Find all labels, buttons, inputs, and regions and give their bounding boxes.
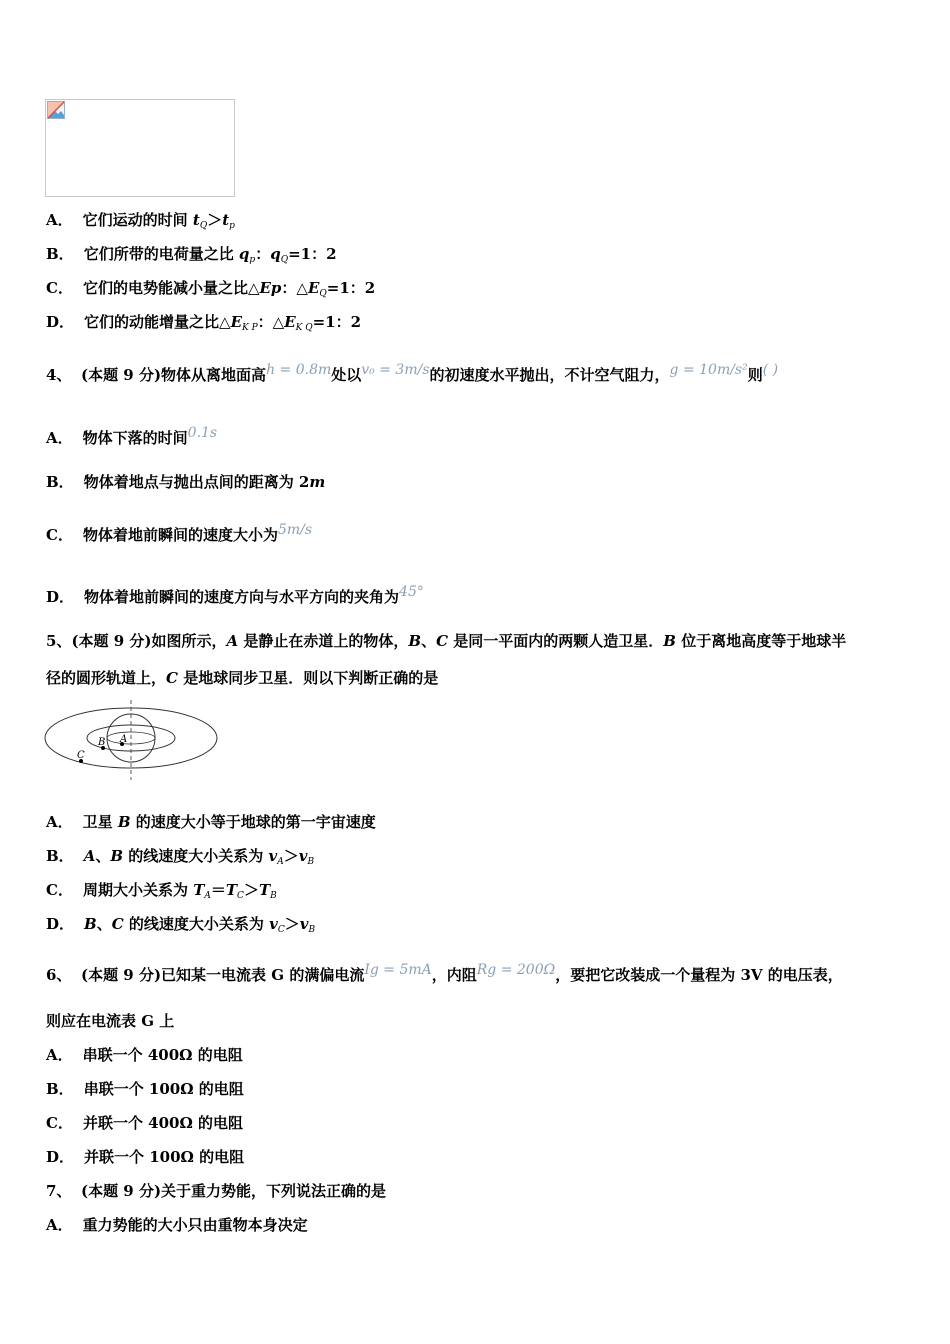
broken-image-icon bbox=[47, 101, 65, 119]
label-b: B bbox=[98, 737, 106, 748]
q5-stem-line1: 5、(本题 9 分)如图所示，A 是静止在赤道上的物体，B、C 是同一平面内的两颗人造卫星．B 位于离地高度等于地球半 bbox=[46, 632, 847, 650]
velocity-formula: v₀ = 3m/s bbox=[361, 362, 430, 378]
q6-stem-line1: 6、 (本题 9 分)已知某一电流表 G 的满偏电流Ig = 5mA，内阻Rg = 200Ω，要把它改装成一个量程为 3V 的电压表， bbox=[46, 962, 843, 984]
q6-option-a: A． 串联一个 400Ω 的电阻 bbox=[46, 1046, 243, 1064]
q3-option-b: B． 它们所带的电荷量之比 $q_p$：$q_Q=1$：2 bbox=[46, 245, 337, 265]
q4-option-c: C． 物体着地前瞬间的速度大小为5m/s bbox=[46, 522, 313, 544]
full-scale-current-formula: Ig = 5mA bbox=[364, 962, 432, 978]
q3-option-a: A． 它们运动的时间 $t_Q>t_p$ bbox=[46, 211, 235, 231]
q4-option-d: D． 物体着地前瞬间的速度方向与水平方向的夹角为45° bbox=[46, 584, 424, 606]
gravity-formula: g = 10m/s² bbox=[669, 362, 748, 378]
q5-option-a: A． 卫星 B 的速度大小等于地球的第一宇宙速度 bbox=[46, 813, 376, 831]
q7-stem: 7、 (本题 9 分)关于重力势能，下列说法正确的是 bbox=[46, 1182, 387, 1200]
q6-option-d: D． 并联一个 100Ω 的电阻 bbox=[46, 1148, 245, 1166]
q3-option-d: D． 它们的动能增量之比$\triangle E_{K P}$：$\triangle E_{K Q}=1$：2 bbox=[46, 313, 362, 333]
q4-stem: 4、 (本题 9 分)物体从离地面高h = 0.8m处以v₀ = 3m/s的初速度水平抛出，不计空气阻力，g = 10m/s²则( ) bbox=[46, 362, 779, 384]
height-formula: h = 0.8m bbox=[266, 362, 332, 378]
q5-option-d: D． B、C 的线速度大小关系为 $v_C>v_B$ bbox=[46, 915, 316, 935]
q3-option-c: C． 它们的电势能减小量之比△Ep：$\triangle E_Q=1$：2 bbox=[46, 279, 376, 299]
q6-option-c: C． 并联一个 400Ω 的电阻 bbox=[46, 1114, 244, 1132]
label-a: A bbox=[120, 734, 128, 745]
q5-option-c: C． 周期大小关系为 $T_A=T_C>T_B$ bbox=[46, 881, 277, 901]
orbit-diagram bbox=[40, 700, 225, 782]
answer-paren: ( ) bbox=[762, 362, 779, 378]
q4-option-a: A． 物体下落的时间0.1s bbox=[46, 425, 218, 447]
label-c: C bbox=[77, 750, 85, 761]
q5-option-b: B． A、B 的线速度大小关系为 $v_A>v_B$ bbox=[46, 847, 315, 867]
q7-option-a: A． 重力势能的大小只由重物本身决定 bbox=[46, 1216, 308, 1234]
internal-resistance-formula: Rg = 200Ω bbox=[476, 962, 556, 978]
q6-stem-line2: 则应在电流表 G 上 bbox=[46, 1012, 175, 1030]
broken-image-placeholder bbox=[45, 99, 235, 197]
q6-option-b: B． 串联一个 100Ω 的电阻 bbox=[46, 1080, 244, 1098]
q5-stem-line2: 径的圆形轨道上，C 是地球同步卫星．则以下判断正确的是 bbox=[46, 669, 439, 687]
q4-option-b: B． 物体着地点与抛出点间的距离为 2m bbox=[46, 473, 326, 491]
